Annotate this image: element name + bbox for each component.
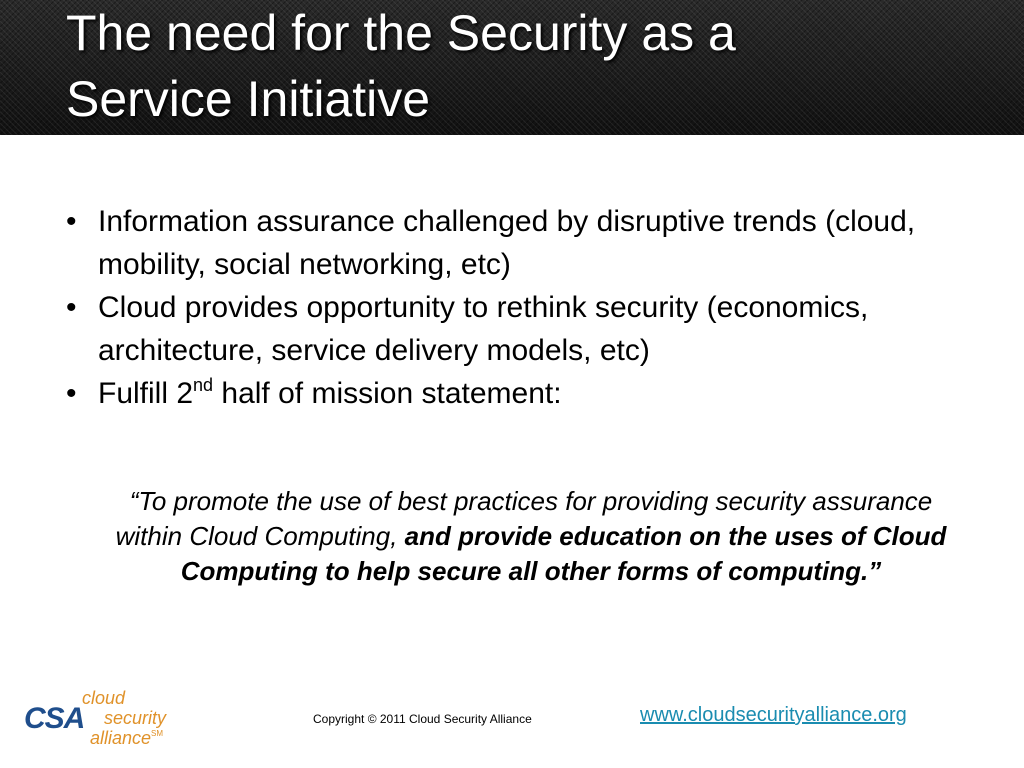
bullet-item: • Cloud provides opportunity to rethink security (economics, architecture, service delivery models, etc) <box>64 286 944 372</box>
quote-bold: and provide education on the uses of Cloud Computing to help secure all other forms of computing.” <box>180 521 947 586</box>
quote-italic: “To promote the use of best practices for providing security assurance within Cloud Computing, <box>115 486 933 551</box>
bullet-item: • Information assurance challenged by disruptive trends (cloud, mobility, social networking, etc) <box>64 200 944 286</box>
logo-alliance-text: alliance <box>90 728 152 748</box>
logo-sm-mark: SM <box>151 729 164 738</box>
mission-quote <box>96 484 966 589</box>
title-bar <box>0 0 1024 135</box>
logo-abbr: CSA <box>24 702 85 735</box>
title-line-2: Service Initiative <box>66 71 431 127</box>
bullet-list <box>64 200 944 415</box>
logo-word-cloud: cloud <box>82 688 126 708</box>
logo-word-alliance <box>90 728 163 749</box>
title-line-1: The need for the Security as a <box>66 5 736 61</box>
bullet-text: Fulfill 2 <box>98 377 194 410</box>
csa-logo <box>22 686 182 752</box>
ordinal-suffix: nd <box>193 375 214 395</box>
bullet-text: half of mission statement: <box>213 377 562 410</box>
slide-title <box>66 0 736 132</box>
logo-word-security: security <box>104 708 167 728</box>
website-link[interactable]: www.cloudsecurityalliance.org <box>640 704 907 726</box>
copyright-text: Copyright © 2011 Cloud Security Alliance <box>313 712 532 726</box>
bullet-item-mission <box>64 372 944 415</box>
